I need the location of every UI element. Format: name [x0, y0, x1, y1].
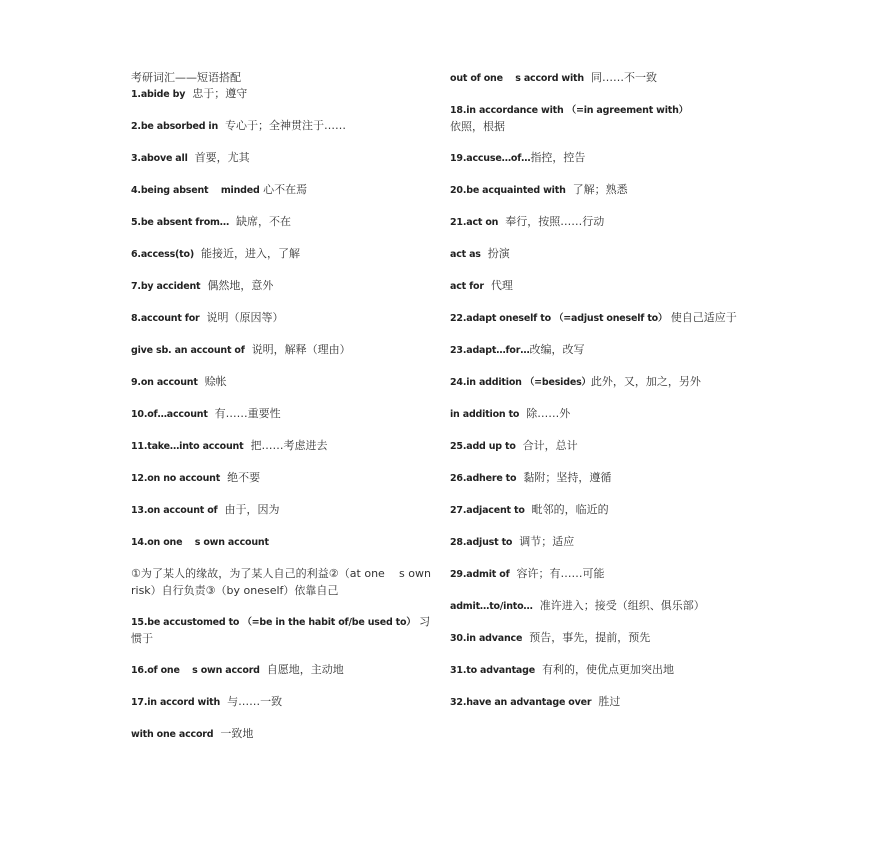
phrase-entry — [450, 438, 742, 455]
phrase-zh: 使自己适应于 — [670, 311, 737, 324]
phrase-zh: 偶然地，意外 — [207, 279, 274, 292]
phrase-en: 26.adhere to — [450, 473, 517, 484]
phrase-en: 20.be acquainted with — [450, 185, 566, 196]
phrase-entry — [450, 470, 742, 487]
phrase-zh: 习惯于 — [131, 615, 431, 645]
phrase-zh: 专心于；全神贯注于…… — [225, 119, 347, 132]
phrase-zh: 改编，改写 — [529, 343, 585, 356]
phrase-zh: 容许；有……可能 — [516, 567, 605, 580]
phrase-en: 6.access(to) — [131, 249, 194, 260]
phrase-entry — [131, 182, 431, 199]
phrase-zh: 说明（原因等） — [206, 311, 284, 324]
phrase-en: 22.adapt oneself to （=adjust oneself to） — [450, 313, 668, 324]
phrase-en: 31.to advantage — [450, 665, 535, 676]
phrase-entry — [131, 310, 431, 327]
phrase-en: in addition to — [450, 409, 520, 420]
phrase-zh: 赊帐 — [204, 375, 227, 388]
phrase-entry — [450, 502, 742, 519]
phrase-entry — [131, 342, 431, 359]
phrase-zh: 说明，解释（理由） — [251, 343, 351, 356]
phrase-entry — [131, 214, 431, 231]
phrase-en: 30.in advance — [450, 633, 523, 644]
phrase-entry — [131, 502, 431, 519]
phrase-zh: 胜过 — [598, 695, 621, 708]
phrase-zh: 此外，又，加之，另外 — [590, 375, 701, 388]
phrase-zh: 准许进入；接受（组织、俱乐部） — [539, 599, 705, 612]
phrase-entry — [450, 694, 742, 711]
phrase-entry — [131, 278, 431, 295]
phrase-en: act for — [450, 281, 484, 292]
phrase-en: 16.of one s own accord — [131, 665, 260, 676]
phrase-zh: 了解；熟悉 — [572, 183, 628, 196]
phrase-entry — [450, 278, 742, 295]
phrase-en: give sb. an account of — [131, 345, 245, 356]
phrase-zh: ①为了某人的缘故，为了某人自己的利益②（at one s own risk）自行负责③（by oneself）依靠自己 — [131, 567, 435, 597]
phrase-entry — [131, 470, 431, 487]
phrase-zh: 首要，尤其 — [194, 151, 250, 164]
phrase-zh: 调节；适应 — [519, 535, 575, 548]
phrase-zh: 依照，根据 — [450, 120, 505, 133]
phrase-zh: 有……重要性 — [214, 407, 281, 420]
phrase-zh: 与……一致 — [227, 695, 283, 708]
phrase-entry — [450, 150, 742, 167]
phrase-en: 2.be absorbed in — [131, 121, 219, 132]
phrase-entry — [131, 150, 431, 167]
phrase-en: 19.accuse…of… — [450, 153, 531, 164]
phrase-en: 13.on account of — [131, 505, 218, 516]
phrase-entry — [131, 246, 431, 263]
phrase-en: 5.be absent from… — [131, 217, 230, 228]
phrase-entry — [131, 694, 431, 711]
phrase-zh: 代理 — [490, 279, 513, 292]
phrase-en: 29.admit of — [450, 569, 510, 580]
phrase-entry — [450, 406, 742, 423]
phrase-entry — [450, 102, 742, 135]
phrase-en: 8.account for — [131, 313, 200, 324]
phrase-en: 12.on no account — [131, 473, 221, 484]
phrase-entry — [450, 374, 742, 391]
phrase-en: 23.adapt…for… — [450, 345, 530, 356]
phrase-entry — [450, 566, 742, 583]
phrase-zh: 毗邻的，临近的 — [531, 503, 609, 516]
phrase-en: 7.by accident — [131, 281, 201, 292]
phrase-en: act as — [450, 249, 481, 260]
phrase-entry — [131, 86, 431, 103]
phrase-zh: 忠于；遵守 — [192, 87, 248, 100]
phrase-en: 1.abide by — [131, 89, 186, 100]
phrase-en: 25.add up to — [450, 441, 516, 452]
phrase-zh: 预告，事先，提前，预先 — [529, 631, 651, 644]
phrase-zh: 能接近，进入，了解 — [201, 247, 300, 260]
phrase-zh: 奉行，按照……行动 — [505, 215, 605, 228]
phrase-zh: 扮演 — [487, 247, 510, 260]
phrase-en: 28.adjust to — [450, 537, 513, 548]
phrase-entry — [450, 630, 742, 647]
phrase-entry — [450, 182, 742, 199]
phrase-entry — [131, 726, 431, 743]
phrase-en: admit…to/into… — [450, 601, 533, 612]
phrase-zh: 自愿地，主动地 — [266, 663, 344, 676]
phrase-en: 4.being absent minded — [131, 185, 260, 196]
phrase-en: with one accord — [131, 729, 214, 740]
phrase-entry — [450, 342, 742, 359]
phrase-en: 27.adjacent to — [450, 505, 525, 516]
phrase-zh: 把……考虑进去 — [250, 439, 328, 452]
phrase-en: 14.on one s own account — [131, 537, 269, 548]
phrase-en: 11.take…into account — [131, 441, 244, 452]
right-column — [450, 70, 742, 726]
phrase-entry — [450, 662, 742, 679]
phrase-en: 32.have an advantage over — [450, 697, 592, 708]
phrase-en: 15.be accustomed to （=be in the habit of/be used to） — [131, 617, 416, 628]
phrase-zh: 合计，总计 — [522, 439, 578, 452]
phrase-en: 18.in accordance with （=in agreement with） — [450, 105, 689, 116]
phrase-zh: 同……不一致 — [590, 71, 657, 84]
phrase-entry — [131, 374, 431, 391]
phrase-en: 3.above all — [131, 153, 188, 164]
phrase-entry — [131, 438, 431, 455]
phrase-zh: 一致地 — [220, 727, 254, 740]
phrase-entry — [131, 614, 431, 647]
phrase-zh: 黏附；坚持，遵循 — [523, 471, 612, 484]
document-title: 考研词汇——短语搭配 — [131, 71, 241, 84]
phrase-zh: 有利的，使优点更加突出地 — [541, 663, 674, 676]
phrase-en: 10.of…account — [131, 409, 208, 420]
phrase-entry — [450, 534, 742, 551]
phrase-zh: 心不在焉 — [263, 183, 308, 196]
left-column — [131, 70, 435, 758]
phrase-en: 9.on account — [131, 377, 198, 388]
phrase-entry — [131, 406, 431, 423]
phrase-zh: 绝不要 — [227, 471, 261, 484]
phrase-entry — [450, 214, 742, 231]
phrase-zh: 缺席，不在 — [236, 215, 292, 228]
phrase-entry — [131, 534, 431, 551]
phrase-zh: 除……外 — [526, 407, 571, 420]
phrase-entry — [450, 246, 742, 263]
phrase-explanation — [131, 566, 435, 599]
phrase-zh: 指控，控告 — [530, 151, 586, 164]
phrase-en: 21.act on — [450, 217, 499, 228]
phrase-entry — [131, 662, 431, 679]
phrase-en: out of one s accord with — [450, 73, 584, 84]
phrase-entry — [450, 70, 742, 87]
phrase-en: 17.in accord with — [131, 697, 221, 708]
phrase-entry — [450, 310, 742, 327]
phrase-zh: 由于，因为 — [224, 503, 280, 516]
phrase-entry — [131, 118, 431, 135]
phrase-entry — [450, 598, 742, 615]
phrase-en: 24.in addition （=besides） — [450, 377, 591, 388]
